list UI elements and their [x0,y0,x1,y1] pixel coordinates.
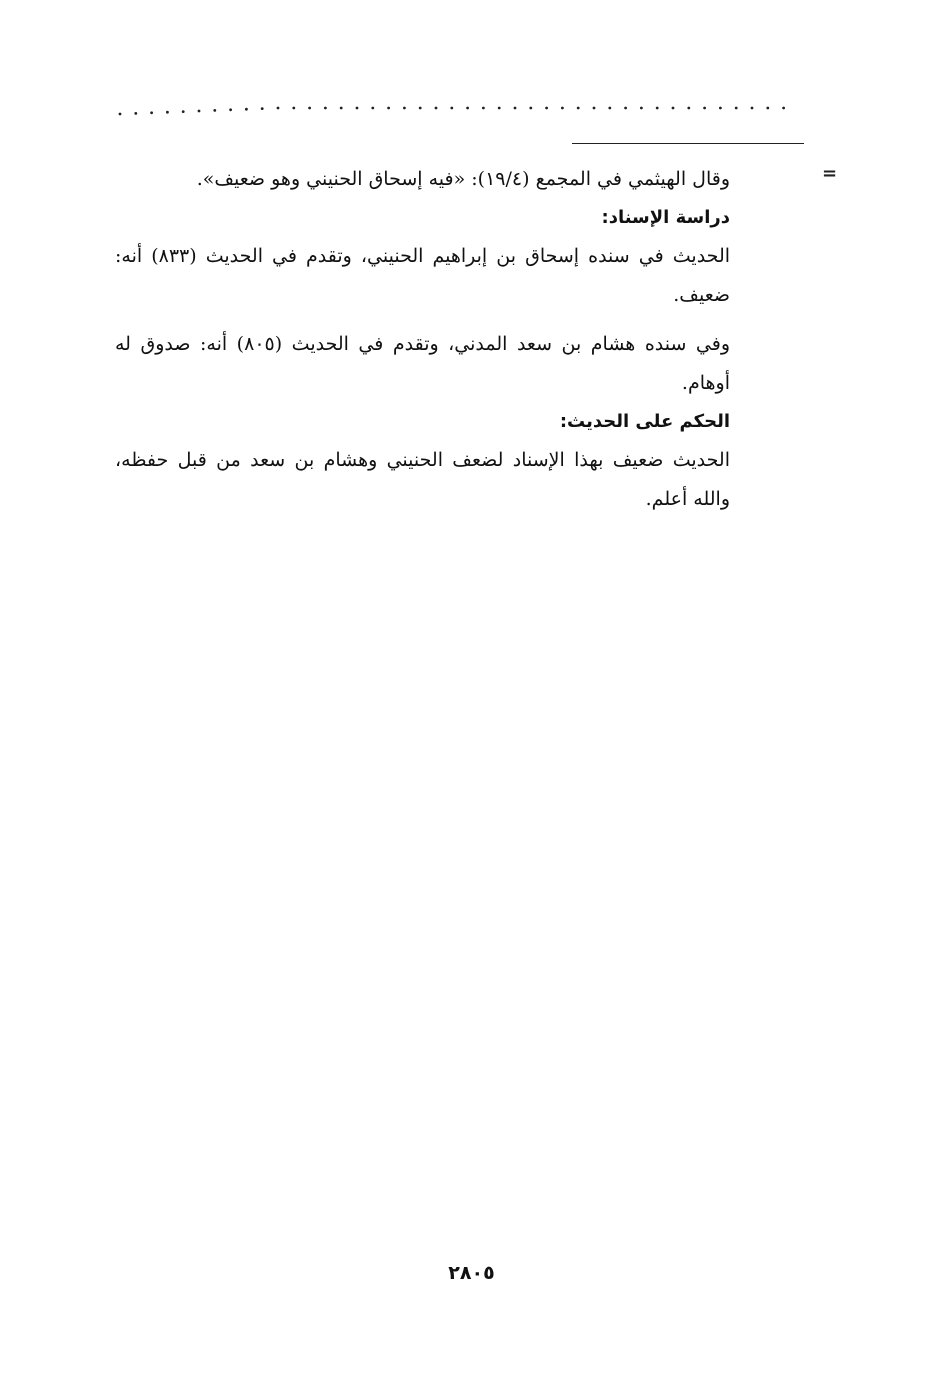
dot [735,107,738,110]
page-number: ٢٨٠٥ [448,1262,495,1284]
dot [340,107,343,110]
dot [198,110,201,113]
dot [640,107,643,110]
dot [766,107,769,110]
dot [450,107,453,110]
footnote-rule [572,143,804,144]
dot [403,107,406,110]
dot [687,107,690,110]
dot [277,107,280,110]
dot [608,107,611,110]
dot [356,107,359,110]
dotted-separator [118,96,790,120]
main-text [115,160,730,519]
dot [371,107,374,110]
dot [119,113,122,116]
paragraph-haythami: وقال الهيثمي في المجمع (١٩/٤): «فيه إسحاق الحنيني وهو ضعيف». [196,168,730,190]
heading-hadith-ruling: الحكم على الحديث: [559,411,730,432]
dot [482,107,485,110]
dot [703,107,706,110]
dot [561,107,564,110]
dot [545,107,548,110]
paragraph-hisham: وفي سنده هشام بن سعد المدني، وتقدم في الحديث (٨٠٥) أنه: صدوق له أوهام. [115,333,731,394]
dot [514,107,517,110]
heading-isnad-study: دراسة الإسناد: [601,207,730,228]
dot [719,107,722,110]
dot [387,107,390,110]
dot [498,107,501,110]
dot [593,107,596,110]
dot [577,107,580,110]
dot [419,107,422,110]
dot [672,107,675,110]
paragraph-hunayni: الحديث في سنده إسحاق بن إبراهيم الحنيني، وتقدم في الحديث (٨٣٣) أنه: ضعيف. [115,245,731,306]
dot [466,107,469,110]
dot [435,107,438,110]
dot [656,107,659,110]
dot [166,111,169,114]
continuation-mark: = [822,163,838,184]
dot [292,107,295,110]
dot [150,111,153,114]
dot [782,107,785,110]
paragraph-ruling: الحديث ضعيف بهذا الإسناد لضعف الحنيني وهشام بن سعد من قبل حفظه، والله أعلم. [115,449,730,510]
dot [213,109,216,112]
dot [529,107,532,110]
dot [182,110,185,113]
dotted-line [118,96,790,120]
dot [245,108,248,111]
dot [324,107,327,110]
dot [134,112,137,115]
dot [624,107,627,110]
dot [261,107,264,110]
dot [229,108,232,111]
dot [751,107,754,110]
dot [308,107,311,110]
